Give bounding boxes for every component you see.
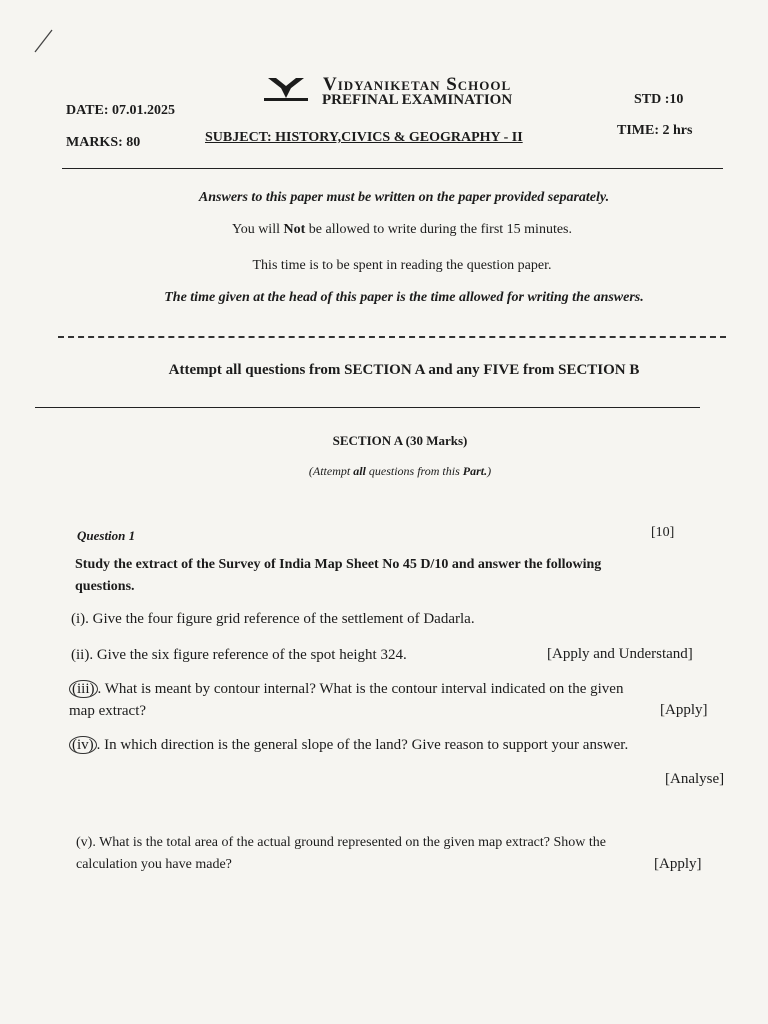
instruction-line-4: The time given at the head of this paper is the time allowed for writing the answers. (164, 290, 644, 305)
question-item-iv-tag: [Analyse] (665, 771, 725, 787)
subject-label: SUBJECT: HISTORY,CIVICS & GEOGRAPHY - II (205, 130, 523, 145)
item-number-circled: (iii) (69, 680, 98, 698)
question-1-intro: Study the extract of the Survey of India Map Sheet No 45 D/10 and answer the following (75, 557, 602, 572)
question-item-v: (v). What is the total area of the actual ground represented on the given map extract? Show the (76, 835, 606, 850)
instruction-line-1: Answers to this paper must be written on the paper provided separately. (198, 190, 610, 205)
exam-date: DATE: 07.01.2025 (66, 103, 176, 118)
subtitle-emphasis: all (353, 464, 366, 478)
section-a-title: SECTION A (30 Marks) (332, 433, 468, 448)
question-item-iv-text: . In which direction is the general slope of the land? Give reason to support your answer. (96, 737, 629, 753)
instruction-line-2-suffix: be allowed to write during the first 15 minutes. (305, 222, 573, 237)
header-divider (62, 168, 723, 169)
dashed-divider (58, 336, 726, 338)
marks-label: MARKS: 80 (66, 135, 141, 150)
question-item-iii-text: . What is meant by contour internal? What is the contour interval indicated on the given (97, 681, 624, 697)
school-name: Vidyaniketan School (323, 74, 512, 95)
question-item-ii-tag: [Apply and Understand] (547, 646, 693, 662)
question-item-iii-cont: map extract? (69, 703, 147, 719)
question-item-iv (69, 737, 628, 754)
question-item-v-cont: calculation you have made? (76, 857, 232, 872)
question-item-i: (i). Give the four figure grid reference of the settlement of Dadarla. (71, 611, 475, 627)
subtitle-mid: questions from this (365, 464, 463, 478)
instruction-line-2 (232, 222, 572, 238)
exam-title: PREFINAL EXAMINATION (322, 92, 513, 108)
pencil-mark-icon (32, 28, 54, 54)
subtitle-suffix: ) (487, 464, 492, 478)
section-a-subtitle (309, 464, 491, 479)
item-number-circled: (iv) (69, 736, 97, 754)
section-divider (35, 407, 700, 408)
instruction-line-2-prefix: You will (231, 222, 284, 237)
subtitle-prefix: (Attempt (308, 464, 354, 478)
attempt-note: Attempt all questions from SECTION A and any FIVE from SECTION B (168, 362, 640, 378)
question-item-ii: (ii). Give the six figure reference of the spot height 324. (71, 647, 407, 663)
question-1-marks: [10] (651, 525, 675, 540)
question-1-intro-cont: questions. (75, 579, 135, 594)
question-item-v-tag: [Apply] (654, 856, 702, 872)
instruction-line-2-emphasis: Not (283, 222, 306, 237)
school-logo-icon (262, 76, 310, 104)
std-label: STD :10 (634, 92, 684, 107)
question-1-label: Question 1 (77, 528, 136, 543)
instruction-line-3: This time is to be spent in reading the question paper. (252, 258, 552, 273)
subtitle-emphasis-2: Part. (462, 464, 488, 478)
question-item-iii-tag: [Apply] (660, 702, 708, 718)
time-label: TIME: 2 hrs (617, 123, 693, 138)
question-item-iii (69, 681, 623, 698)
